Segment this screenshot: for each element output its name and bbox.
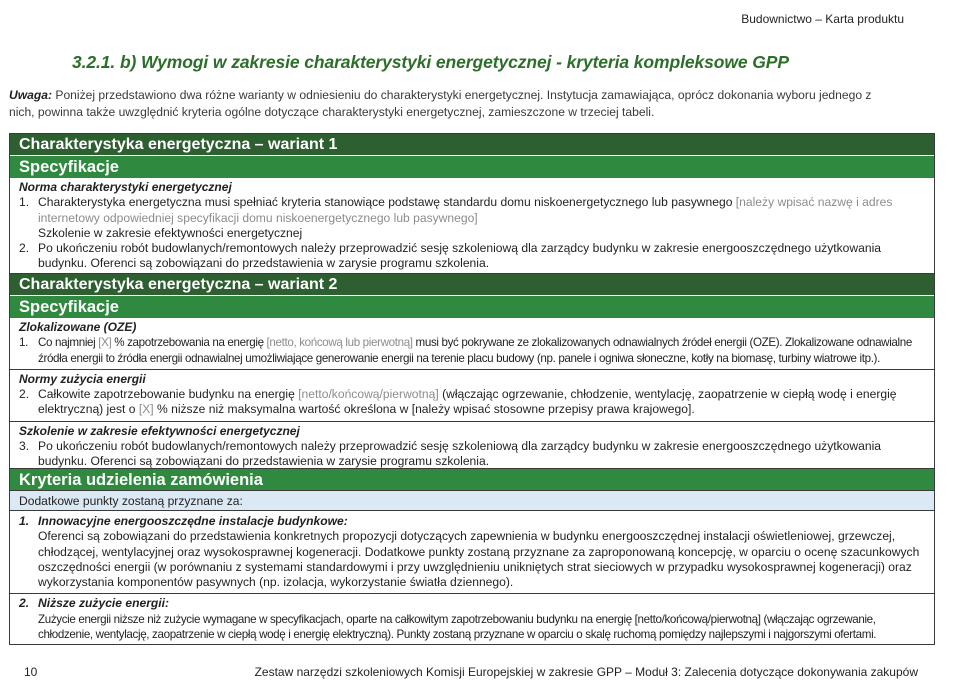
variant1-item-2 xyxy=(19,241,925,272)
placeholder-text: [X] xyxy=(138,402,154,417)
award-item-1-text: Oferenci są zobowiązani do przedstawienia konkretnych propozycji dotyczących zapewnienia w budynku energooszczędnej instalacji oświetleniowej, grzewczej, chłodzącej, wentylacyjnej oraz wysokosprawnej kogeneracji. Dodatkowe punkty zostaną przyznane za zaproponowaną koncepcję, w oparciu o ocenę szacunkowych oszczędności energii (w porównaniu z systemami standardowymi i przy uwzględnieniu unikniętych strat sieciowych w przypadku wysokosprawnej kogeneracji) oraz wykorzystania komponentów pasywnych (np. izolacja, wykorzystanie światła dziennego). xyxy=(38,529,920,590)
variant2-title: Charakterystyka energetyczna – wariant 2 xyxy=(10,274,934,296)
item-number: 1. xyxy=(19,336,28,350)
item-text: musi być pokrywane ze zlokalizowanych odnawialnych źródeł energii (OZE). Zlokalizowane odnawialne źródła energii to źródła energii odnawialnej umożliwiające generowanie energii na terenie placu budowy (np. panele i ogniwa słoneczne, kotły na biomasę, turbiny wiatrowe itp.). xyxy=(38,336,912,365)
variant1-norm-heading: Norma charakterystyki energetycznej xyxy=(19,180,232,194)
divider xyxy=(10,369,934,370)
variant2-table xyxy=(9,273,935,473)
intro-note xyxy=(9,87,899,121)
variant2-training-heading: Szkolenie w zakresie efektywności energetycznej xyxy=(19,423,300,438)
award-table xyxy=(9,468,935,645)
item-number: 1. xyxy=(19,514,30,528)
variant1-training-heading: Szkolenie w zakresie efektywności energetycznej xyxy=(38,225,303,240)
item-text: % zapotrzebowania na energię xyxy=(111,336,267,350)
variant1-body xyxy=(10,178,934,274)
variant1-title: Charakterystyka energetyczna – wariant 1 xyxy=(10,134,934,156)
item-text: Po ukończeniu robót budowlanych/remontowych należy przeprowadzić sesję szkoleniową dla zarządcy budynku w zakresie energooszczędnego użytkowania budynku. Oferenci są zobowiązani do przedstawienia w zarysie programu szkolenia. xyxy=(38,439,881,469)
variant1-spec-header: Specyfikacje xyxy=(10,156,934,178)
variant2-item-3 xyxy=(19,439,925,470)
award-item-2 xyxy=(19,596,925,611)
item-number: 2. xyxy=(19,241,30,256)
award-item-1-heading: Innowacyjne energooszczędne instalacje budynkowe: xyxy=(38,514,348,528)
award-title: Kryteria udzielenia zamówienia xyxy=(10,469,934,491)
item-number: 1. xyxy=(19,195,30,210)
divider xyxy=(10,421,934,422)
intro-label: Uwaga: xyxy=(9,88,53,102)
award-item-2-heading: Niższe zużycie energii: xyxy=(38,596,170,611)
item-text: Co najmniej xyxy=(38,336,99,350)
item-text: Całkowite zapotrzebowanie budynku na energię xyxy=(38,387,299,402)
item-number: 3. xyxy=(19,439,30,454)
variant2-item-2 xyxy=(19,387,925,418)
item-text: % niższe niż maksymalna wartość określona w [należy wpisać stosowne przepisy prawa krajowego]. xyxy=(153,402,695,417)
item-text: Po ukończeniu robót budowlanych/remontowych należy przeprowadzić sesję szkoleniową dla zarządcy budynku w zakresie energooszczędnego użytkowania budynku. Oferenci są zobowiązani do przedstawienia w zarysie programu szkolenia. xyxy=(38,241,881,271)
intro-text: Poniżej przedstawiono dwa różne warianty w odniesieniu do charakterystyki energetycznej. Instytucja zamawiająca, oprócz dokonania wyboru jednego z nich, powinna także uwzględnić kryteria ogólne dotyczące charakterystyki energetycznej, zamieszczone w trzeciej tabeli. xyxy=(9,88,872,119)
award-item-1 xyxy=(19,514,925,529)
variant2-item-1 xyxy=(19,335,925,366)
item-number: 2. xyxy=(19,387,30,402)
placeholder-text: [należy wpisać nazwę i adres internetowy odpowiedniej specyfikacji domu niskoenergetycznego lub pasywnego] xyxy=(38,195,893,225)
placeholder-text: [netto/końcową/pierwotną] xyxy=(298,387,439,402)
variant2-usage-heading: Normy zużycia energii xyxy=(19,371,146,386)
item-number: 2. xyxy=(19,596,30,611)
award-item-2-text: Zużycie energii niższe niż zużycie wymagane w specyfikacjach, oparte na całkowitym zapotrzebowaniu budynku na energię [netto/końcową/pierwotną] (włączając ogrzewanie, chłodzenie, wentylację, zaopatrzenie w ciepłą wodę i energię elektryczną). Punkty zostaną przyznane w oparciu o skalę ruchomą pomiędzy najlepszymi i najgorszymi ofertami. xyxy=(38,612,877,642)
header-breadcrumb: Budownictwo – Karta produktu xyxy=(741,12,904,26)
page-number: 10 xyxy=(24,665,38,679)
divider xyxy=(10,593,934,594)
footer-text: Zestaw narzędzi szkoleniowych Komisji Europejskiej w zakresie GPP – Moduł 3: Zalecenia dotyczące dokonywania zakupów xyxy=(254,665,918,679)
award-note: Dodatkowe punkty zostaną przyznane za: xyxy=(10,491,934,511)
variant1-table xyxy=(9,133,935,275)
placeholder-text: [netto, końcową lub pierwotną] xyxy=(266,336,413,350)
variant2-local-heading: Zlokalizowane (OZE) xyxy=(19,320,137,334)
award-body xyxy=(10,511,934,644)
placeholder-text: [X] xyxy=(98,336,112,350)
variant1-item-1 xyxy=(19,195,925,226)
item-text: Charakterystyka energetyczna musi spełniać kryteria stanowiące podstawę standardu domu niskoenergetycznego lub pasywnego xyxy=(38,195,736,210)
variant2-body xyxy=(10,318,934,472)
section-title: 3.2.1. b) Wymogi w zakresie charakterystyki energetycznej - kryteria kompleksowe GPP xyxy=(72,52,789,72)
item-text: (włączając ogrzewanie, chłodzenie, wentylację, zaopatrzenie w ciepłą wodę i energię elektryczną) jest o xyxy=(38,387,897,417)
variant2-spec-header: Specyfikacje xyxy=(10,296,934,318)
